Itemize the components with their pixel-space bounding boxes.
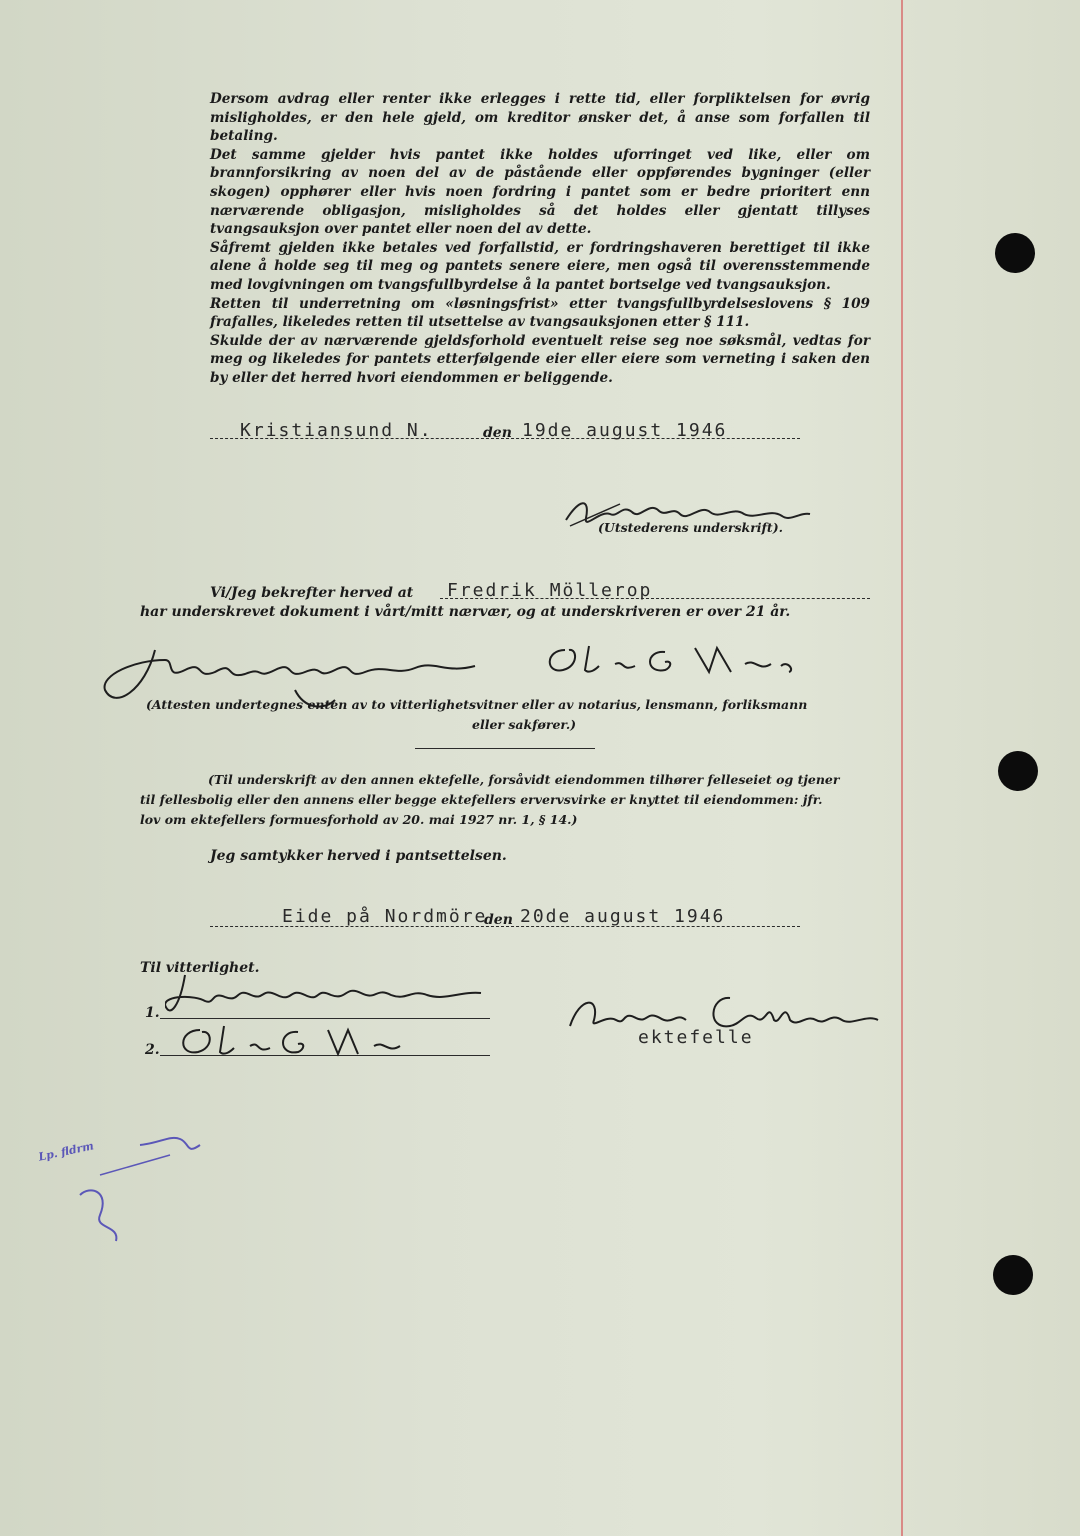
spouse-signing-place: Eide på Nordmöre — [282, 906, 488, 927]
spouse-note-line1: (Til underskrift av den annen ektefelle, forsåvidt eiendommen tilhører felleseiet og tjener — [208, 772, 840, 787]
separator-line — [415, 748, 595, 750]
terms-paragraph-2: Det samme gjelder hvis pantet ikke holdes uforringet ved like, eller om brannforsikring av noen del av de påstående eller oppførendes bygninger (eller skogen) opphører eller hvis noen fordring i pantet som er bedre prioritert enn nærværende obligasjon, misligholdes så det holdes eller gjentatt tillyses tvangsauksjon over pantet eller noen del av dette. — [210, 146, 870, 238]
witness-label: Til vitterlighet. — [140, 960, 260, 976]
attestation-note-line1: (Attesten undertegnes enten av to vitterlighetsvitner eller av notarius, lensmann, forliksmann — [146, 697, 808, 712]
attested-name: Fredrik Möllerop — [447, 580, 653, 601]
spouse-date-line — [210, 926, 800, 928]
den-label: den — [483, 425, 512, 441]
terms-paragraph-4: Retten til underretning om «løsningsfrist» etter tvangsfullbyrdelseslovens § 109 frafalles, likeledes retten til utsettelse av tvangsauksjonen etter § 111. — [210, 295, 870, 331]
issuer-caption: (Utstederens underskrift). — [598, 520, 783, 535]
terms-paragraph-5: Skulde der av nærværende gjeldsforhold eventuelt reise seg noe søksmål, vedtas for meg og likeledes for pantets etterfølgende eier eller eiere som verneting i saken den by eller det herred hvori eiendommen er beliggende. — [210, 332, 870, 386]
consent-text: Jeg samtykker herved i pantsettelsen. — [210, 848, 507, 864]
signing-place: Kristiansund N. — [240, 420, 433, 441]
spouse-witness-signature-2 — [178, 1022, 418, 1062]
stamp-text: Lp. fldrm — [37, 1139, 95, 1164]
punch-hole-middle — [998, 751, 1038, 791]
attestation-line2: har underskrevet dokument i vårt/mitt nærvær, og at underskriveren er over 21 år. — [140, 604, 791, 620]
terms-paragraph-3: Såfremt gjelden ikke betales ved forfallstid, er fordringshaveren berettiget til ikke alene å holde seg til meg og pantets senere eiere, men også til overensstemmende med lovgivningen om tvangsfullbyrdelse å la pantet bortselge ved tvangsauksjon. — [210, 239, 870, 293]
name-line — [440, 598, 870, 600]
spouse-den-label: den — [484, 912, 513, 928]
witness-number-2: 2. — [145, 1042, 160, 1058]
spouse-note-line3: lov om ektefellers formuesforhold av 20. mai 1927 nr. 1, § 14.) — [140, 812, 578, 827]
date-line — [210, 438, 800, 440]
terms-paragraph-1: Dersom avdrag eller renter ikke erlegges i rette tid, eller forpliktelsen for øvrig misligholdes, er den hele gjeld, om kreditor ønsker det, å anse som forfallen til betaling. — [210, 91, 870, 145]
witness-number-1: 1. — [145, 1005, 160, 1021]
spouse-witness-signature-1 — [165, 965, 495, 1025]
spouse-signing-date: 20de august 1946 — [520, 906, 726, 927]
terms-block — [210, 90, 870, 388]
spouse-note-line2: til fellesbolig eller den annens eller begge ektefellers ervervsvirke er knyttet til eiendommen: jfr. — [140, 792, 823, 807]
punch-hole-top — [995, 233, 1035, 273]
role-label: ektefelle — [638, 1027, 754, 1048]
red-margin-line — [901, 0, 903, 1536]
signing-date: 19de august 1946 — [522, 420, 728, 441]
attestation-prefix: Vi/Jeg bekrefter herved at — [210, 585, 414, 601]
witness-signature-2 — [545, 640, 805, 680]
official-stamp — [37, 1115, 220, 1265]
punch-hole-bottom — [993, 1255, 1033, 1295]
attestation-note-line2: eller sakfører.) — [472, 717, 577, 732]
